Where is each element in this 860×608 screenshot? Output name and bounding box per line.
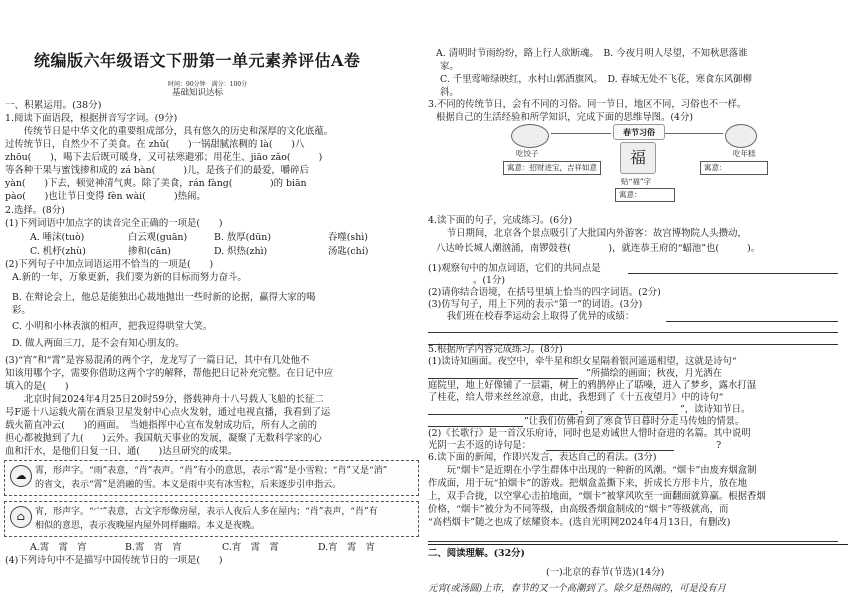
q5-1-line: ”所描绘的画面；秋夜，月光洒在	[586, 368, 723, 379]
dumplings-illustration	[511, 124, 549, 148]
definition-line: 宵，形声字。“宀”表意，古文字形像房屋，表示人夜后人多在屋内；“肖”表声，“肖”有	[35, 507, 378, 517]
q2-2-option: 彩。	[12, 305, 31, 316]
q5-2-line: 光阴一去不返的诗句是：	[428, 440, 532, 451]
left-column	[0, 0, 428, 608]
q2-3-line: 填入的是( )	[5, 381, 69, 392]
q2-1-option: 汤匙(chí)	[328, 246, 369, 257]
q2-4-option: A. 清明时节雨纷纷，路上行人欲断魂。 B. 今夜月明人尽望，不知秋思落谁	[436, 48, 748, 59]
q4-1-stem: (1)观察句中的加点词语，它们的共同点是	[428, 263, 601, 274]
q5-2-line: ”让我们仿佛看到了寒食节日暮时分走马传烛的情景。	[524, 416, 745, 427]
q2-2-stem: (2)下列句子中加点词语运用不恰当的一项是( )	[5, 259, 214, 270]
q2-2-option: B. 在辩论会上，他总是能独出心裁地抛出一些时新的论据，赢得大家的喝	[12, 292, 316, 303]
q2-3-line: 载火箭直冲云( )的画面。 当她指挥中心宣布发射成功后，所有人之前的	[5, 420, 317, 431]
question-2: 2.选择。(8分)	[5, 205, 65, 216]
q1-passage-line: 传统节日是中华文化的重要组成部分，具有悠久的历史和深厚的文化底蕴。	[5, 126, 334, 137]
q6-news-line: 玩“烟卡”是近期在小学生群体中出现的一种新的风潮。“烟卡”由废弃烟盒制	[428, 465, 757, 476]
niangao-caption: 吃年糕	[733, 149, 756, 158]
q5-1-answer-line[interactable]	[428, 416, 523, 427]
fu-caption: 贴“福”字	[621, 177, 652, 186]
meaning-text: 招财进宝，吉祥如意	[529, 163, 597, 172]
q5-1-line: 庭院里，地上好像铺了一层霜，树上的鸦鹊停止了聒噪，进入了梦乡，露水打湿	[428, 380, 757, 391]
q5-2-line: (2)《长歌行》是一首汉乐府诗，同时也是劝诫世人惜时奋进的名篇。其中说明	[428, 428, 751, 439]
q6-answer-line[interactable]	[428, 531, 838, 542]
fu-character-illustration: 福	[620, 142, 656, 174]
section-1-heading: 一、积累运用。(38分)	[5, 100, 102, 111]
q6-news-line: 价格，“烟卡”被分为不同等级，由高级香烟盒制成的“烟卡”等级就高，而	[428, 504, 729, 515]
q2-1-stem: (1)下列词语中加点字的读音完全正确的一项是( )	[5, 218, 223, 229]
q2-3-line: 北京时间2024年4月25日20时59分，搭载神舟十八号载人飞船的长征二	[5, 394, 324, 405]
q5-2-line: ?	[538, 440, 722, 451]
section-subtitle: 基础知识达标	[172, 88, 224, 98]
definition-line: 霄，形声字。“雨”表意，“肖”表声。“肖”有小的意思，表示“霄”是小雪粒；“肖”又是“消”	[35, 466, 388, 476]
q4-3-stem: (3)仿写句子，用上下列的表示“第一”的词语。(3分)	[428, 299, 643, 310]
exam-meta: 时间：90分钟 满分：100分	[168, 81, 248, 88]
page-title: 统编版六年级语文下册第一单元素养评估A卷	[34, 51, 361, 70]
definition-line: 相似的意思，表示夜晚屋内屋外同样幽暗。本义是夜晚。	[35, 521, 261, 531]
q2-1-option: 掺和(cān)	[128, 246, 171, 257]
q4-3-answer-line[interactable]	[666, 311, 838, 322]
section-divider	[428, 544, 848, 545]
question-3: 根据自己的生活经验和所学知识，完成下面的思维导图。(4分)	[436, 112, 694, 123]
meaning-label: 寓意：	[507, 163, 530, 172]
right-column	[428, 0, 860, 608]
niangao-illustration	[725, 124, 757, 148]
q2-2-option: D. 做人两面三刀，是不会有知心朋友的。	[12, 338, 185, 349]
q2-1-option: D. 炽热(zhì)	[214, 246, 268, 257]
q1-passage-line: 等各种干果与蜜饯掺和成的 zá bàn( )儿，是孩子们的最爱，嚼碎后	[5, 165, 309, 176]
q5-1-answer-line[interactable]	[588, 404, 678, 415]
q2-1-option: C. 机杼(zhù)	[30, 246, 86, 257]
q4-2-stem: (2)请你结合语境，在括号里填上恰当的四字词语。(2分)	[428, 287, 661, 298]
q2-3-option: B.霄 宵 宵	[125, 542, 182, 553]
question-4: 4.读下面的句子，完成练习。(6分)	[428, 215, 573, 226]
mind-map-center: 春节习俗	[613, 124, 665, 140]
q1-passage-line: pào( )也让节日变得 fèn wài( )热闹。	[5, 191, 206, 202]
q2-3-line: 担心都被抛到了九( )云外。我国航天事业的发展，凝聚了无数科学家的心	[5, 433, 322, 444]
question-1: 1.阅读下面语段，根据拼音写字词。(9分)	[5, 113, 178, 124]
definition-line: 的省文，表示“霄”是消融的雪。本义是雨中夹有冰雪粒，后来逐步引申指云。	[35, 480, 342, 490]
q5-1-line: (1)读诗知画面。夜空中，牵牛星和织女星隔着银河遥遥相望，这就是诗句“	[428, 356, 737, 367]
q1-passage-line: yàn( )下去，顿觉神清气爽。除了美食，rán fàng( )的 biān	[5, 178, 307, 189]
q4-1-answer-line[interactable]	[628, 263, 838, 274]
definition-box-xiao-cloud	[4, 460, 419, 496]
q2-1-option: B. 敖厚(dūn)	[214, 232, 271, 243]
q2-3-option: C.宵 霄 霄	[222, 542, 279, 553]
q2-1-option: 吞噬(shì)	[328, 232, 368, 243]
q2-2-option: C. 小明和小林表演的相声，把我逗得哄堂大笑。	[12, 321, 213, 332]
q4-1-score: 。(1分)	[473, 275, 506, 286]
q1-passage-line: 过传统节日，自然少不了美食。在 zhǔ( )一锅甜腻浓稠的 là( )八	[5, 139, 305, 150]
section-2-heading: 二、阅读理解。(32分)	[428, 548, 525, 559]
q2-4-option: 斜。	[440, 87, 459, 98]
q6-news-line: “高档烟卡”随之也成了炫耀资本。(选自光明网2024年4月13日，有删改)	[428, 517, 731, 528]
definition-box-xiao-night	[4, 501, 419, 537]
q2-4-option: C. 千里莺啼绿映红，水村山郭酒旗风。 D. 春城无处不飞花，寒食东风御柳	[440, 74, 752, 85]
cloud-rain-icon: ☁	[10, 465, 32, 487]
question-6: 6.读下面的新闻，作即兴发言，表达自己的看法。(3分)	[428, 452, 657, 463]
q5-1-line: 了桂花，给人带来丝丝凉意，由此，我想到了《十五夜望月》中的诗句“	[428, 392, 724, 403]
custom-mind-map	[503, 124, 778, 206]
q5-1-answer-line[interactable]	[428, 368, 578, 379]
house-icon: ⌂	[10, 506, 32, 528]
dumplings-caption: 吃饺子	[516, 149, 539, 158]
q5-1-line: ，	[580, 404, 590, 415]
q2-1-option: A. 唾沫(tuò)	[30, 232, 85, 243]
q4-sentence-line: 八达岭长城人潮汹涌，南锣鼓巷( )，就连恭王府的“蝠池”也( )。	[436, 243, 761, 254]
q5-1-answer-line[interactable]	[428, 404, 578, 415]
reading-1-title: (一)北京的春节(节选)(14分)	[546, 567, 665, 578]
dumplings-meaning-box	[503, 161, 601, 175]
q2-1-option: 白云观(guān)	[128, 232, 188, 243]
q2-3-line: 号F遥十八运载火箭在酒泉卫星发射中心点火发射，通过电视直播，我看到了运	[5, 407, 331, 418]
q2-3-line: 血和汗水，是他们日复一日、通( )达旦研究的成果。	[5, 446, 238, 457]
q2-3-option: D.宵 霄 宵	[318, 542, 376, 553]
q6-news-line: 上，双手合拢，以空掌心击拍地面，“烟卡”被掌风吹至一面翻面就算赢。根据香烟	[428, 491, 766, 502]
q6-news-line: 作成面，用于玩“拍烟卡”的游戏。把烟盒盖撕下来，折成长方形卡片，放在地	[428, 478, 747, 489]
connector-line	[665, 133, 723, 134]
question-5: 5.根据所学内容完成练习。(8分)	[428, 344, 563, 355]
reading-1-text: 元宵(或汤圆)上市，春节的又一个高潮到了。除夕是热闹的，可是没有月	[428, 583, 726, 594]
q4-sentence-line: 节日期间，北京各个景点吸引了大批国内外游客：故宫博物院人头攒动，	[428, 228, 747, 239]
niangao-meaning-box: 寓意：	[700, 161, 768, 175]
q2-4-option: 家。	[440, 61, 459, 72]
q4-3-answer-line[interactable]	[428, 322, 838, 333]
question-3: 3.不同的传统节日，会有不同的习俗。同一节日，地区不同，习俗也不一样。	[428, 99, 747, 110]
q4-3-text: 我们班在校春季运动会上取得了优异的成绩：	[428, 311, 635, 322]
q2-2-option: A.新的一年，万象更新，我们要为新的目标而努力奋斗。	[12, 272, 247, 283]
fu-meaning-box: 寓意：	[615, 188, 675, 202]
q2-3-option: A.霄 霄 宵	[30, 542, 87, 553]
q2-4-stem: (4)下列诗句中不是描写中国传统节日的一项是( )	[5, 555, 223, 566]
q2-3-line: 知该用哪个字，需要你借助这两个字的解释，帮他把日记补充完整。在日记中应	[5, 368, 334, 379]
q5-1-line: ”，读诗知节日。	[680, 404, 751, 415]
q2-3-line: (3)“宵”和“霄”是容易混淆的两个字，龙龙写了一篇日记，其中有几处他不	[5, 355, 310, 366]
q1-passage-line: zhōu( )，喝下去后既可暖身，又可祛寒避邪；用花生、jiāo zǎo( )	[5, 152, 323, 163]
connector-line	[551, 133, 611, 134]
